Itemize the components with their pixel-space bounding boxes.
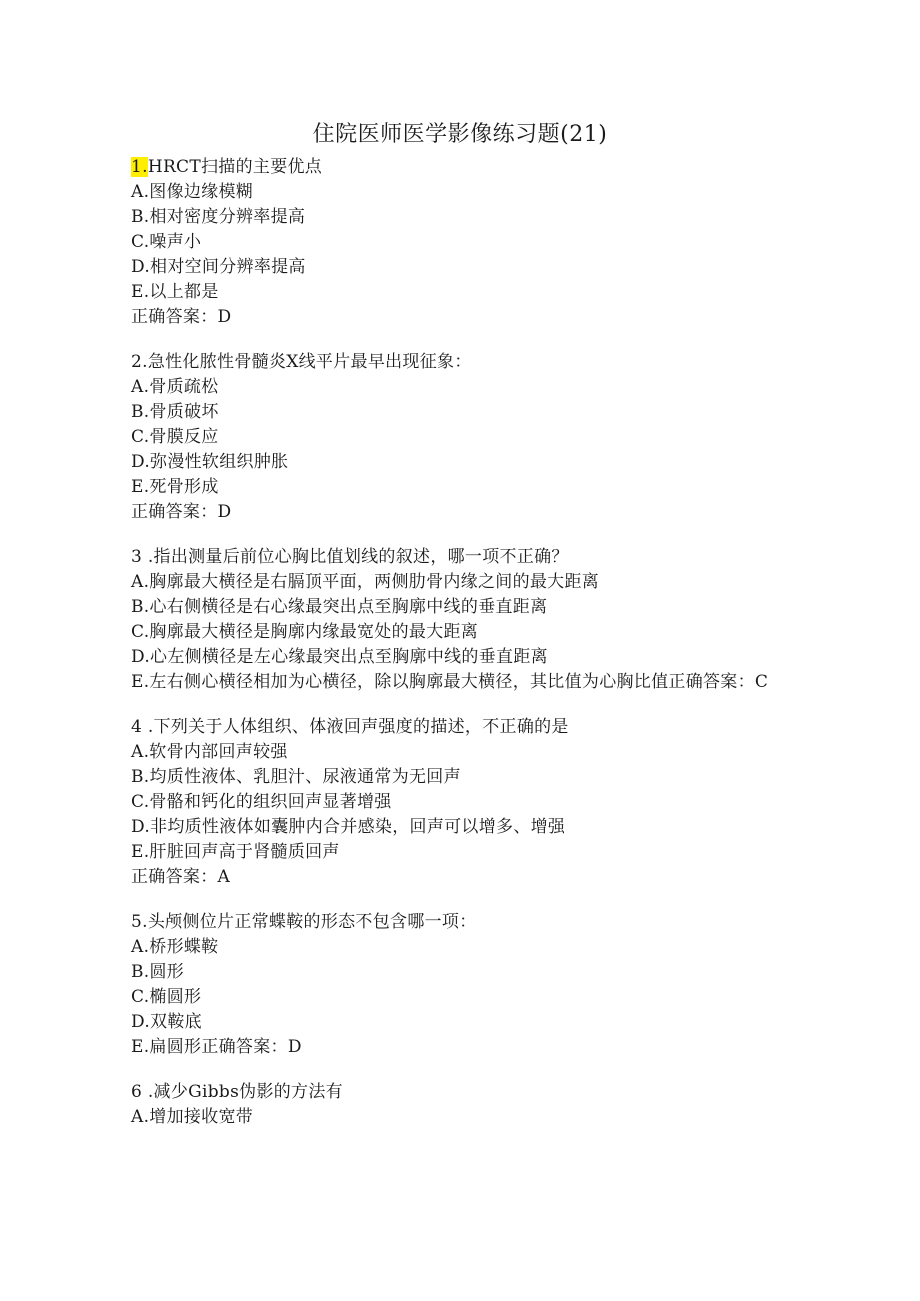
document-title: 住院医师医学影像练习题(21) <box>312 122 608 147</box>
question-6 <box>131 1080 771 1130</box>
option-b: B.心右侧横径是右心缘最突出点至胸廓中线的垂直距离 <box>131 597 548 617</box>
option-c: C.噪声小 <box>131 232 202 252</box>
option-e: E.肝脏回声高于肾髓质回声 <box>131 842 340 862</box>
question-stem <box>131 715 771 740</box>
question-3 <box>131 545 771 695</box>
option-c: C.胸廓最大横径是胸廓内缘最宽处的最大距离 <box>131 622 479 642</box>
question-stem <box>131 350 771 375</box>
option-a: A.增加接收宽带 <box>131 1107 254 1127</box>
option-d: D.双鞍底 <box>131 1012 202 1032</box>
option-a: A.桥形蝶鞍 <box>131 937 219 957</box>
question-number: 6 <box>131 1082 143 1102</box>
option-d: D.弥漫性软组织肿胀 <box>131 452 289 472</box>
question-number: 5. <box>131 912 148 932</box>
option-e: E.死骨形成 <box>131 477 219 497</box>
option-b: B.均质性液体、乳胆汁、尿液通常为无回声 <box>131 767 461 787</box>
question-1 <box>131 155 771 330</box>
option-d: D.心左侧横径是左心缘最突出点至胸廓中线的垂直距离 <box>131 647 548 667</box>
question-stem <box>131 545 771 570</box>
question-text: .指出测量后前位心胸比值划线的叙述，哪一项不正确？ <box>142 547 569 567</box>
option-a: A.胸廓最大横径是右膈顶平面，两侧肋骨内缘之间的最大距离 <box>131 572 600 592</box>
question-text: 头颅侧位片正常蝶鞍的形态不包含哪一项： <box>147 912 477 932</box>
option-d: D.非均质性液体如囊肿内合并感染，回声可以增多、增强 <box>131 817 566 837</box>
option-c: C.椭圆形 <box>131 987 202 1007</box>
question-number: 3 <box>131 547 143 567</box>
option-a: A.软骨内部回声较强 <box>131 742 288 762</box>
question-text: .减少Gibbs伪影的方法有 <box>142 1082 343 1102</box>
option-c: C.骨骼和钙化的组织回声显著增强 <box>131 792 392 812</box>
option-b: B.圆形 <box>131 962 185 982</box>
question-stem <box>131 1080 771 1105</box>
question-number-highlight: 1. <box>131 157 148 177</box>
option-e: E.以上都是 <box>131 282 219 302</box>
option-e-with-answer: E.左右侧心横径相加为心横径，除以胸廓最大横径，其比值为心胸比值正确答案：C <box>131 672 769 692</box>
option-e-with-answer: E.扁圆形正确答案：D <box>131 1037 302 1057</box>
question-text: 急性化脓性骨髓炎X线平片最早出现征象： <box>147 352 472 372</box>
question-4 <box>131 715 771 890</box>
option-d: D.相对空间分辨率提高 <box>131 257 306 277</box>
question-2 <box>131 350 771 525</box>
correct-answer: 正确答案：A <box>131 867 231 887</box>
question-text: .下列关于人体组织、体液回声强度的描述，不正确的是 <box>142 717 569 737</box>
question-text: HRCT扫描的主要优点 <box>147 157 323 177</box>
question-number: 2. <box>131 352 148 372</box>
correct-answer: 正确答案：D <box>131 502 232 522</box>
option-b: B.相对密度分辨率提高 <box>131 207 306 227</box>
question-stem <box>131 155 771 180</box>
correct-answer: 正确答案：D <box>131 307 232 327</box>
question-number: 4 <box>131 717 143 737</box>
question-list <box>131 155 771 1130</box>
option-b: B.骨质破坏 <box>131 402 219 422</box>
option-a: A.骨质疏松 <box>131 377 219 397</box>
option-a: A.图像边缘模糊 <box>131 182 254 202</box>
question-5 <box>131 910 771 1060</box>
option-c: C.骨膜反应 <box>131 427 219 447</box>
question-stem <box>131 910 771 935</box>
